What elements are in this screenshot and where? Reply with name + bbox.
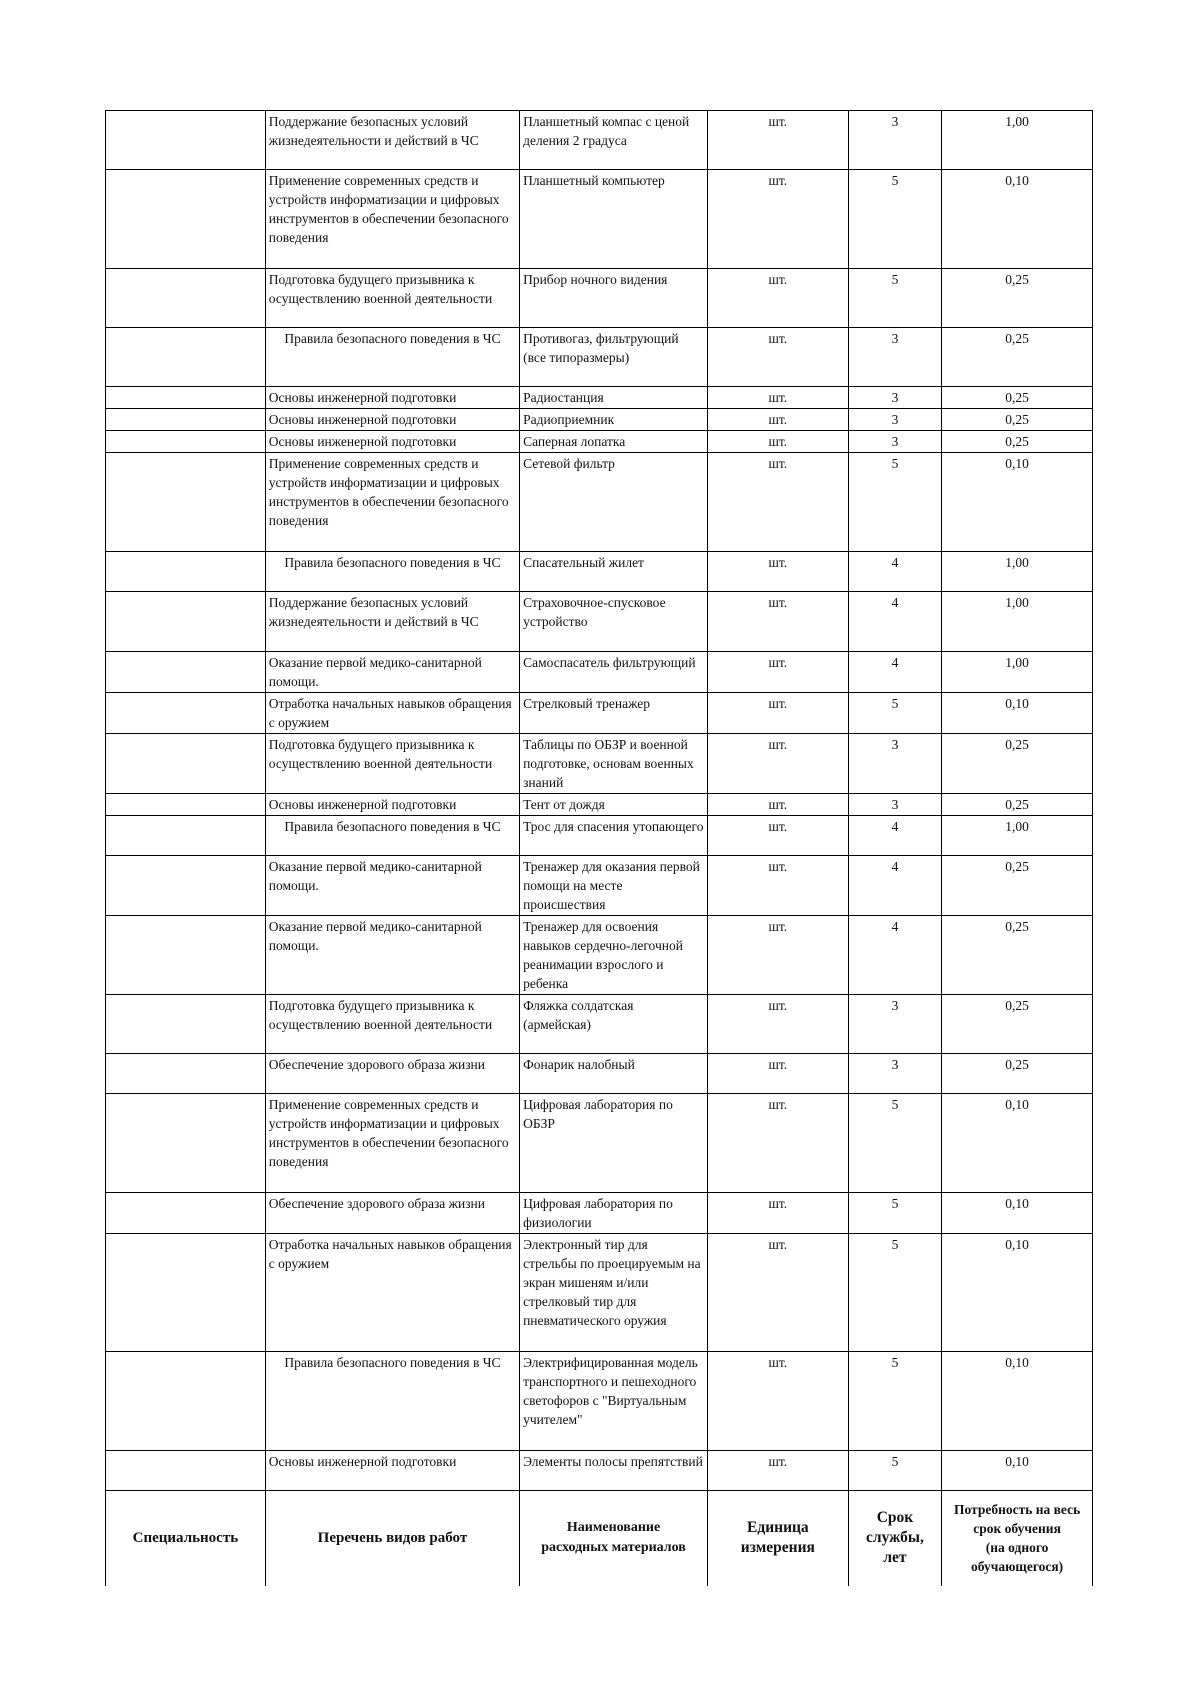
item-cell: Саперная лопатка xyxy=(520,431,708,453)
item-cell: Элементы полосы препятствий xyxy=(520,1451,708,1491)
header-need-line: Потребность на весь xyxy=(953,1502,1081,1518)
specialty-cell xyxy=(106,409,266,431)
item-cell: Тент от дождя xyxy=(520,794,708,816)
need-cell: 0,25 xyxy=(942,794,1093,816)
item-cell: Прибор ночного видения xyxy=(520,269,708,328)
specialty-cell xyxy=(106,269,266,328)
unit-cell: шт. xyxy=(708,170,849,269)
table-row xyxy=(106,693,1093,734)
unit-cell: шт. xyxy=(708,652,849,693)
header-unit-line: Единица xyxy=(747,1519,809,1537)
unit-cell: шт. xyxy=(708,431,849,453)
need-cell: 0,25 xyxy=(942,734,1093,794)
table-row xyxy=(106,916,1093,995)
specialty-cell xyxy=(106,592,266,652)
table-row xyxy=(106,431,1093,453)
item-cell: Тренажер для освоения навыков сердечно-легочной реанимации взрослого и ребенка xyxy=(520,916,708,995)
life-cell: 3 xyxy=(848,1054,941,1094)
item-cell: Таблицы по ОБЗР и военной подготовке, основам военных знаний xyxy=(520,734,708,794)
header-service-life xyxy=(848,1491,941,1586)
life-cell: 3 xyxy=(848,409,941,431)
work-cell: Основы инженерной подготовки xyxy=(265,1451,519,1491)
table-row xyxy=(106,652,1093,693)
life-cell: 5 xyxy=(848,170,941,269)
specialty-cell xyxy=(106,387,266,409)
unit-cell: шт. xyxy=(708,1094,849,1193)
unit-cell: шт. xyxy=(708,1054,849,1094)
header-work-list: Перечень видов работ xyxy=(265,1491,519,1586)
specialty-cell xyxy=(106,652,266,693)
unit-cell: шт. xyxy=(708,816,849,856)
life-cell: 5 xyxy=(848,1451,941,1491)
table-row xyxy=(106,995,1093,1054)
specialty-cell xyxy=(106,794,266,816)
specialty-cell xyxy=(106,1094,266,1193)
item-cell: Цифровая лаборатория по физиологии xyxy=(520,1193,708,1234)
need-cell: 0,10 xyxy=(942,1094,1093,1193)
header-life-line: Срок xyxy=(876,1509,914,1527)
need-cell: 0,10 xyxy=(942,1352,1093,1451)
work-cell: Правила безопасного поведения в ЧС xyxy=(265,552,519,592)
need-cell: 0,25 xyxy=(942,269,1093,328)
need-cell: 0,10 xyxy=(942,170,1093,269)
header-unit-line: измерения xyxy=(740,1539,815,1557)
work-cell: Оказание первой медико-санитарной помощи. xyxy=(265,916,519,995)
specialty-cell xyxy=(106,552,266,592)
life-cell: 5 xyxy=(848,1234,941,1352)
unit-cell: шт. xyxy=(708,916,849,995)
item-cell: Фонарик налобный xyxy=(520,1054,708,1094)
need-cell: 0,10 xyxy=(942,1451,1093,1491)
header-specialty: Специальность xyxy=(106,1491,266,1586)
table-row xyxy=(106,1352,1093,1451)
unit-cell: шт. xyxy=(708,409,849,431)
work-cell: Отработка начальных навыков обращения с оружием xyxy=(265,693,519,734)
need-cell: 0,10 xyxy=(942,1193,1093,1234)
specialty-cell xyxy=(106,1193,266,1234)
specialty-cell xyxy=(106,1234,266,1352)
work-cell: Применение современных средств и устройств информатизации и цифровых инструментов в обеспечении безопасного поведения xyxy=(265,170,519,269)
item-cell: Радиоприемник xyxy=(520,409,708,431)
work-cell: Подготовка будущего призывника к осуществлению военной деятельности xyxy=(265,995,519,1054)
item-cell: Тренажер для оказания первой помощи на месте происшествия xyxy=(520,856,708,916)
header-item-line: расходных материалов xyxy=(541,1540,686,1556)
table-row xyxy=(106,816,1093,856)
life-cell: 5 xyxy=(848,1094,941,1193)
specialty-cell xyxy=(106,328,266,387)
unit-cell: шт. xyxy=(708,453,849,552)
need-cell: 0,25 xyxy=(942,409,1093,431)
need-cell: 1,00 xyxy=(942,816,1093,856)
table-row xyxy=(106,734,1093,794)
need-cell: 0,25 xyxy=(942,856,1093,916)
unit-cell: шт. xyxy=(708,552,849,592)
work-cell: Применение современных средств и устройств информатизации и цифровых инструментов в обеспечении безопасного поведения xyxy=(265,1094,519,1193)
work-cell: Обеспечение здорового образа жизни xyxy=(265,1193,519,1234)
header-life-line: службы, xyxy=(866,1529,924,1547)
table-row xyxy=(106,856,1093,916)
specialty-cell xyxy=(106,111,266,170)
item-cell: Планшетный компас с ценой деления 2 градуса xyxy=(520,111,708,170)
life-cell: 4 xyxy=(848,652,941,693)
life-cell: 4 xyxy=(848,552,941,592)
specialty-cell xyxy=(106,1451,266,1491)
need-cell: 0,25 xyxy=(942,916,1093,995)
unit-cell: шт. xyxy=(708,387,849,409)
header-need xyxy=(942,1491,1093,1586)
life-cell: 4 xyxy=(848,816,941,856)
work-cell: Основы инженерной подготовки xyxy=(265,794,519,816)
materials-table xyxy=(105,110,1093,1586)
specialty-cell xyxy=(106,453,266,552)
item-cell: Радиостанция xyxy=(520,387,708,409)
unit-cell: шт. xyxy=(708,1193,849,1234)
specialty-cell xyxy=(106,995,266,1054)
life-cell: 3 xyxy=(848,431,941,453)
work-cell: Основы инженерной подготовки xyxy=(265,431,519,453)
work-cell: Подготовка будущего призывника к осуществлению военной деятельности xyxy=(265,734,519,794)
need-cell: 0,25 xyxy=(942,387,1093,409)
header-life-line: лет xyxy=(883,1549,907,1567)
header-item-name xyxy=(520,1491,708,1586)
table-row xyxy=(106,1094,1093,1193)
life-cell: 5 xyxy=(848,693,941,734)
unit-cell: шт. xyxy=(708,856,849,916)
work-cell: Оказание первой медико-санитарной помощи. xyxy=(265,652,519,693)
header-item-line: Наименование xyxy=(566,1520,661,1536)
work-cell: Обеспечение здорового образа жизни xyxy=(265,1054,519,1094)
life-cell: 3 xyxy=(848,734,941,794)
unit-cell: шт. xyxy=(708,995,849,1054)
need-cell: 1,00 xyxy=(942,592,1093,652)
item-cell: Противогаз, фильтрующий (все типоразмеры) xyxy=(520,328,708,387)
item-cell: Цифровая лаборатория по ОБЗР xyxy=(520,1094,708,1193)
header-need-line: (на одного xyxy=(985,1540,1049,1556)
specialty-cell xyxy=(106,734,266,794)
life-cell: 3 xyxy=(848,794,941,816)
specialty-cell xyxy=(106,1054,266,1094)
unit-cell: шт. xyxy=(708,693,849,734)
table-row xyxy=(106,1193,1093,1234)
life-cell: 3 xyxy=(848,111,941,170)
need-cell: 0,25 xyxy=(942,431,1093,453)
need-cell: 0,10 xyxy=(942,1234,1093,1352)
header-need-line: срок обучения xyxy=(973,1521,1061,1537)
unit-cell: шт. xyxy=(708,1234,849,1352)
unit-cell: шт. xyxy=(708,328,849,387)
item-cell: Фляжка солдатская (армейская) xyxy=(520,995,708,1054)
unit-cell: шт. xyxy=(708,1352,849,1451)
header-need-line: обучающегося) xyxy=(971,1559,1064,1575)
table-row xyxy=(106,453,1093,552)
need-cell: 0,25 xyxy=(942,995,1093,1054)
unit-cell: шт. xyxy=(708,794,849,816)
table-row xyxy=(106,409,1093,431)
work-cell: Подготовка будущего призывника к осуществлению военной деятельности xyxy=(265,269,519,328)
life-cell: 3 xyxy=(848,387,941,409)
work-cell: Основы инженерной подготовки xyxy=(265,409,519,431)
need-cell: 0,25 xyxy=(942,328,1093,387)
unit-cell: шт. xyxy=(708,1451,849,1491)
work-cell: Оказание первой медико-санитарной помощи. xyxy=(265,856,519,916)
table-row xyxy=(106,269,1093,328)
life-cell: 5 xyxy=(848,453,941,552)
work-cell: Поддержание безопасных условий жизнедеятельности и действий в ЧС xyxy=(265,592,519,652)
work-cell: Применение современных средств и устройств информатизации и цифровых инструментов в обеспечении безопасного поведения xyxy=(265,453,519,552)
work-cell: Правила безопасного поведения в ЧС xyxy=(265,1352,519,1451)
life-cell: 5 xyxy=(848,269,941,328)
item-cell: Электрифицированная модель транспортного и пешеходного светофоров с "Виртуальным учителем" xyxy=(520,1352,708,1451)
specialty-cell xyxy=(106,693,266,734)
table-row xyxy=(106,592,1093,652)
item-cell: Планшетный компьютер xyxy=(520,170,708,269)
need-cell: 0,25 xyxy=(942,1054,1093,1094)
specialty-cell xyxy=(106,170,266,269)
need-cell: 1,00 xyxy=(942,111,1093,170)
table-row xyxy=(106,1234,1093,1352)
item-cell: Самоспасатель фильтрующий xyxy=(520,652,708,693)
life-cell: 4 xyxy=(848,916,941,995)
unit-cell: шт. xyxy=(708,592,849,652)
table-row xyxy=(106,552,1093,592)
specialty-cell xyxy=(106,856,266,916)
table-row xyxy=(106,1054,1093,1094)
item-cell: Электронный тир для стрельбы по проецируемым на экран мишеням и/или стрелковый тир для пневматического оружия xyxy=(520,1234,708,1352)
unit-cell: шт. xyxy=(708,734,849,794)
need-cell: 0,10 xyxy=(942,453,1093,552)
table-row xyxy=(106,170,1093,269)
item-cell: Стрелковый тренажер xyxy=(520,693,708,734)
life-cell: 4 xyxy=(848,856,941,916)
table-row xyxy=(106,387,1093,409)
item-cell: Страховочное-спусковое устройство xyxy=(520,592,708,652)
table-row xyxy=(106,111,1093,170)
life-cell: 3 xyxy=(848,995,941,1054)
need-cell: 0,10 xyxy=(942,693,1093,734)
life-cell: 3 xyxy=(848,328,941,387)
need-cell: 1,00 xyxy=(942,552,1093,592)
specialty-cell xyxy=(106,816,266,856)
unit-cell: шт. xyxy=(708,111,849,170)
work-cell: Отработка начальных навыков обращения с оружием xyxy=(265,1234,519,1352)
life-cell: 5 xyxy=(848,1193,941,1234)
work-cell: Основы инженерной подготовки xyxy=(265,387,519,409)
work-cell: Правила безопасного поведения в ЧС xyxy=(265,328,519,387)
table-row xyxy=(106,328,1093,387)
work-cell: Правила безопасного поведения в ЧС xyxy=(265,816,519,856)
specialty-cell xyxy=(106,1352,266,1451)
unit-cell: шт. xyxy=(708,269,849,328)
item-cell: Спасательный жилет xyxy=(520,552,708,592)
work-cell: Поддержание безопасных условий жизнедеятельности и действий в ЧС xyxy=(265,111,519,170)
life-cell: 4 xyxy=(848,592,941,652)
item-cell: Сетевой фильтр xyxy=(520,453,708,552)
specialty-cell xyxy=(106,916,266,995)
header-unit xyxy=(708,1491,849,1586)
specialty-cell xyxy=(106,431,266,453)
table-row xyxy=(106,1451,1093,1491)
table-header-row xyxy=(106,1491,1093,1586)
life-cell: 5 xyxy=(848,1352,941,1451)
need-cell: 1,00 xyxy=(942,652,1093,693)
item-cell: Трос для спасения утопающего xyxy=(520,816,708,856)
table-row xyxy=(106,794,1093,816)
